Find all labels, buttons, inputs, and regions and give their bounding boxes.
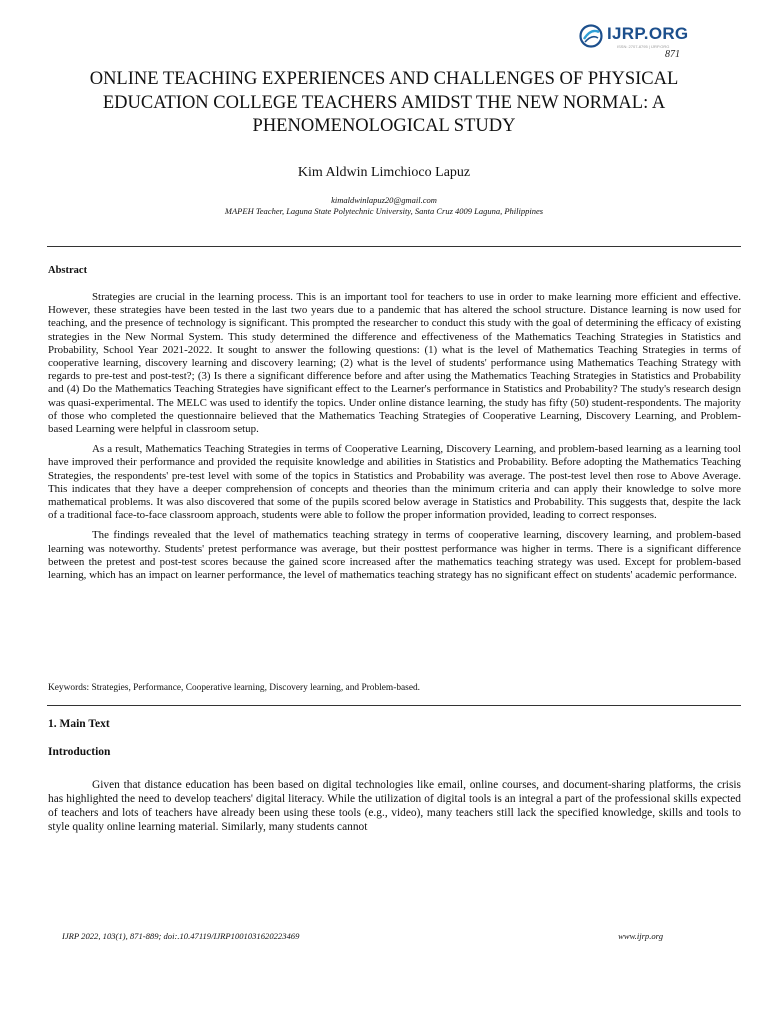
section-heading: 1. Main Text xyxy=(48,718,110,730)
globe-icon xyxy=(579,24,603,48)
footer-website: www.ijrp.org xyxy=(618,931,663,941)
page-number: 871 xyxy=(665,49,680,60)
author-affiliation: MAPEH Teacher, Laguna State Polytechnic University, Santa Cruz 4009 Laguna, Philippines xyxy=(224,206,544,216)
abstract-heading: Abstract xyxy=(48,265,88,276)
abstract-paragraph: Strategies are crucial in the learning process. This is an important tool for teachers to use in order to make learning more efficient and effective. However, these strategies have been tested in the last two years due to a pandemic that has altered the school structure. Distance learning is now used for teaching, and the presence of technology is significant. This prompted the researcher to conduct this study with the goal of determining the efficacy of existing strategies in the New Normal System. This study determined the difference and effectiveness of the Mathematics Teaching Strategies in Statistics and Probability, School Year 2021-2022. It sought to answer the following questions: (1) what is the level of Mathematics Teaching Strategies in terms of cooperative learning, discovery learning and discovery learning; (2) what is the level of students' performance using Mathematics Teaching Strategy with regards to pre-test and post-test?; (3) Is there a significant difference before and after using the Mathematics Teaching Strategies in Statistics and Probability and (4) Do the Mathematics Teaching Strategies have significant effect to the Learner's performance in Statistics and Probability? The study's research design was quasi-experimental. The MELC was used to identify the topics. Under online distance learning, the study has fifty (50) student-respondents. The majority of those who completed the questionnaire believed that the Mathematics Teaching Strategies of Cooperative Learning, Discovery Learning, and Problem-based Learning were helpful in classroom setup. xyxy=(48,291,741,436)
bottom-divider xyxy=(47,705,741,706)
body-paragraph: Given that distance education has been based on digital technologies like email, online courses, and document-sharing platforms, the crisis has highlighted the need to develop teachers' digital literacy. While the utilization of digital tools is an integral a part of the professional skills expected of teachers and lots of teachers have already been using these tools (e.g., video), many teachers still lack the specified knowledge, skills and tools to style quality online learning material. Similarly, many students cannot xyxy=(48,779,741,834)
author-name: Kim Aldwin Limchioco Lapuz xyxy=(297,165,471,180)
author-email: kimaldwinlapuz20@gmail.com xyxy=(331,195,437,205)
subsection-heading: Introduction xyxy=(48,746,111,758)
paper-title: ONLINE TEACHING EXPERIENCES AND CHALLENGES OF PHYSICAL EDUCATION COLLEGE TEACHERS AMIDST THE NEW NORMAL: A PHENOMENOLOGICAL STUDY xyxy=(89,69,679,136)
abstract-paragraph: As a result, Mathematics Teaching Strategies in terms of Cooperative Learning, Discovery Learning, and problem-based learning as a learning tool have improved their performance and provided the requisite knowledge and abilities in Statistics and Probability. Before adopting the Mathematics Teaching Strategies, the respondents' pre-test level with some of the topics in Statistics and Probability was average. The post-test level then rose to Above Average. This indicates that they have a deeper comprehension of concepts and theories than the minimum criteria and can apply their knowledge to solve more mathematical problems. It was also discovered that some of the pupils scored below average in Statistics and Probability. This suggests that, despite the lack of a traditional face-to-face classroom approach, students were able to follow the proper information provided, leading to correct responses. xyxy=(48,443,741,522)
footer-citation: IJRP 2022, 103(1), 871-889; doi:.10.47119/IJRP1001031620223469 xyxy=(62,931,300,941)
abstract-body xyxy=(48,291,741,589)
abstract-paragraph: The findings revealed that the level of mathematics teaching strategy in terms of cooperative learning, discovery learning, and problem-based learning was noteworthy. Students' pretest performance was average, but their posttest performance was higher in terms. There is a significant difference between the pretest and post-test scores because the gained score increased after the mathematics teaching strategy was used. Except for problem-based learning, which has an impact on learner performance, the level of mathematics teaching strategy has no significant effect on students' academic performance. xyxy=(48,529,741,582)
logo-subtext: ISSN: 2707-8795 | IJRP.ORG xyxy=(617,44,670,49)
logo-text: IJRP.ORG xyxy=(607,24,689,43)
journal-logo xyxy=(579,22,699,52)
keywords: Keywords: Strategies, Performance, Cooperative learning, Discovery learning, and Problem-based. xyxy=(48,683,421,693)
top-divider xyxy=(47,246,741,247)
